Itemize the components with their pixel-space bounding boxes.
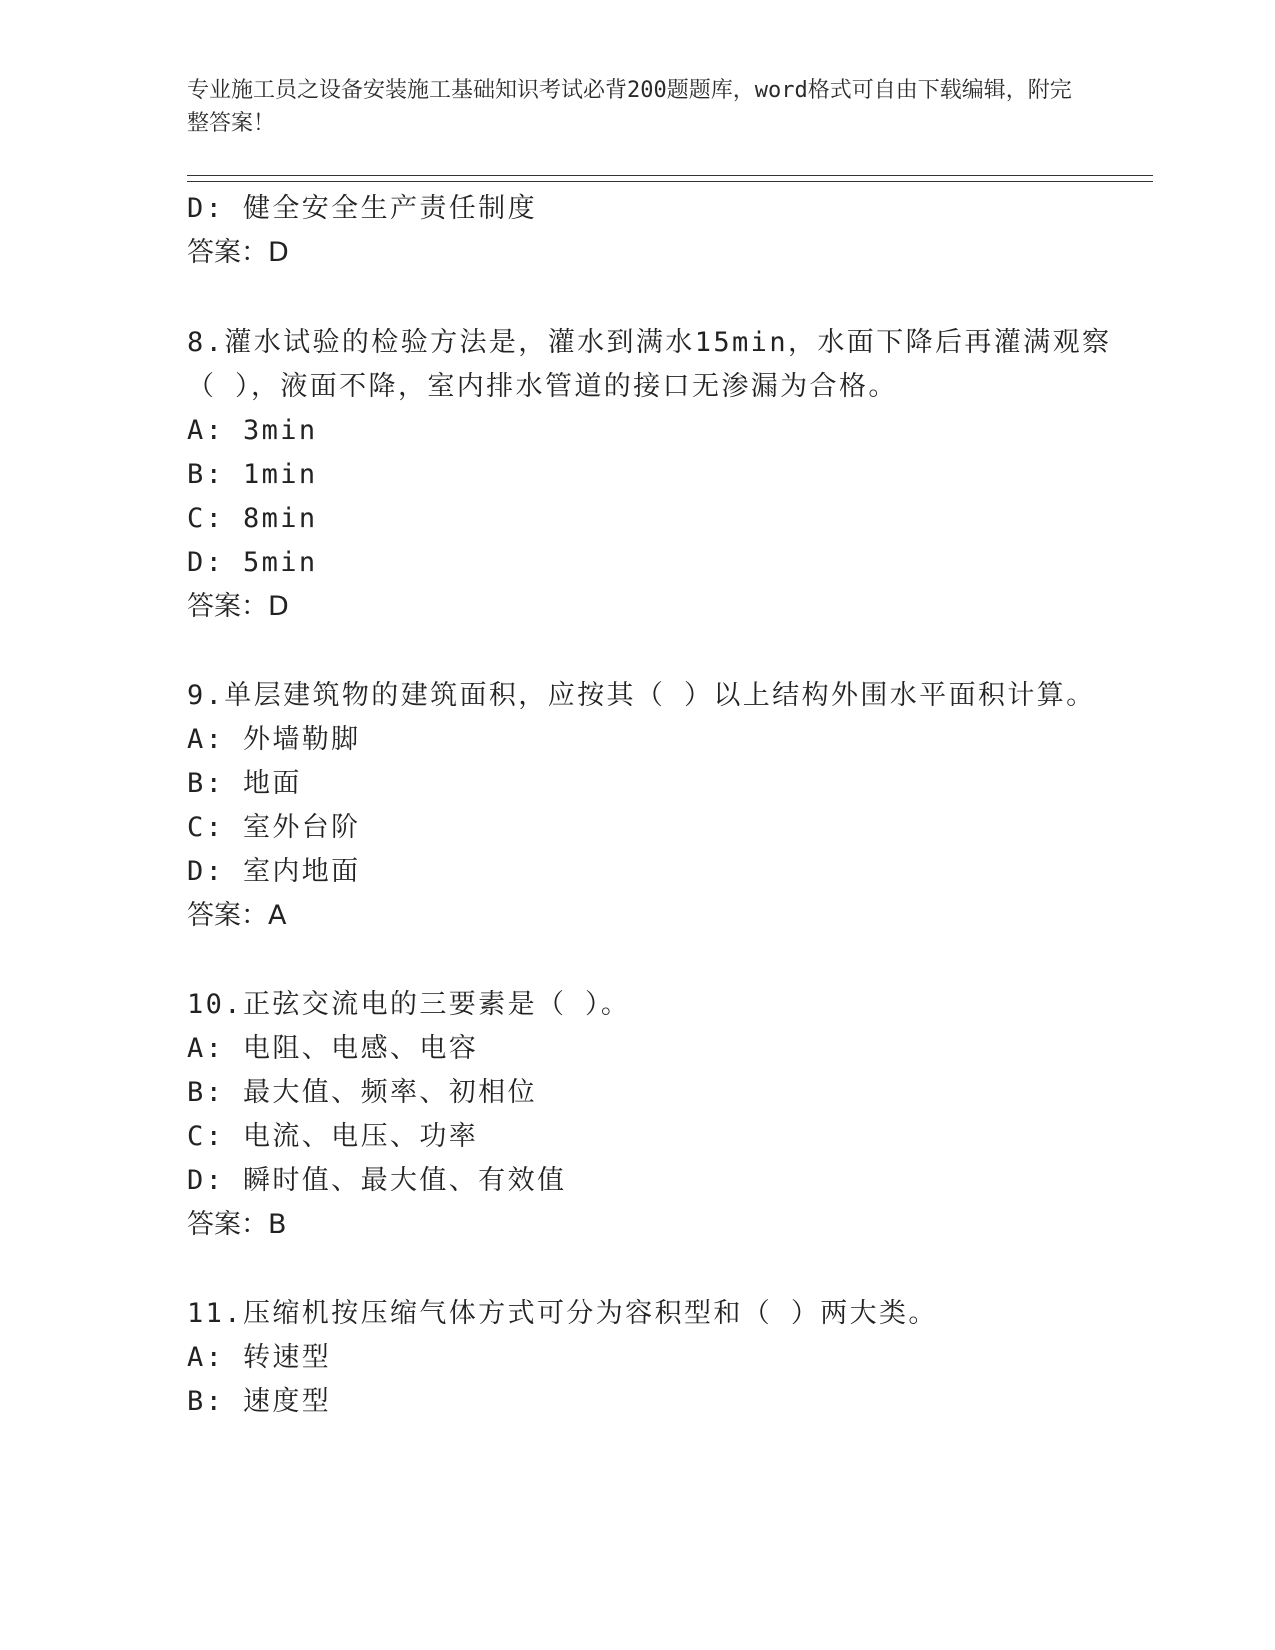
header-divider [187,181,1153,182]
answer-line: 答案：D [187,591,289,622]
question-stem: 8.灌水试验的检验方法是，灌水到满水15min，水面下降后再灌满观察 [187,327,1112,358]
option-a: A: 转速型 [187,1342,332,1373]
question-stem: 9.单层建筑物的建筑面积，应按其（ ）以上结构外围水平面积计算。 [187,680,1096,711]
answer-line: 答案：B [187,1209,287,1240]
option-a: A: 外墙勒脚 [187,724,361,755]
option-d: D: 5min [187,547,318,578]
option-d: D: 瞬时值、最大值、有效值 [187,1165,567,1196]
option-d: D: 健全安全生产责任制度 [187,193,537,224]
question-stem-continued: （ ），液面不降，室内排水管道的接口无渗漏为合格。 [187,371,898,402]
option-a: A: 电阻、电感、电容 [187,1033,479,1064]
option-d: D: 室内地面 [187,856,361,887]
question-stem: 10.正弦交流电的三要素是（ ）。 [187,989,631,1020]
header-divider [187,175,1153,176]
option-b: B: 1min [187,459,318,490]
option-c: C: 室外台阶 [187,812,361,843]
question-stem: 11.压缩机按压缩气体方式可分为容积型和（ ）两大类。 [187,1298,938,1329]
document-header: 专业施工员之设备安装施工基础知识考试必背200题题库，word格式可自由下载编辑，附完整答案！ [187,78,1072,136]
option-a: A: 3min [187,415,318,446]
option-b: B: 速度型 [187,1386,332,1417]
answer-line: 答案：A [187,900,287,931]
answer-line: 答案：D [187,237,289,268]
option-b: B: 最大值、频率、初相位 [187,1077,537,1108]
option-c: C: 电流、电压、功率 [187,1121,479,1152]
option-c: C: 8min [187,503,318,534]
option-b: B: 地面 [187,768,302,799]
